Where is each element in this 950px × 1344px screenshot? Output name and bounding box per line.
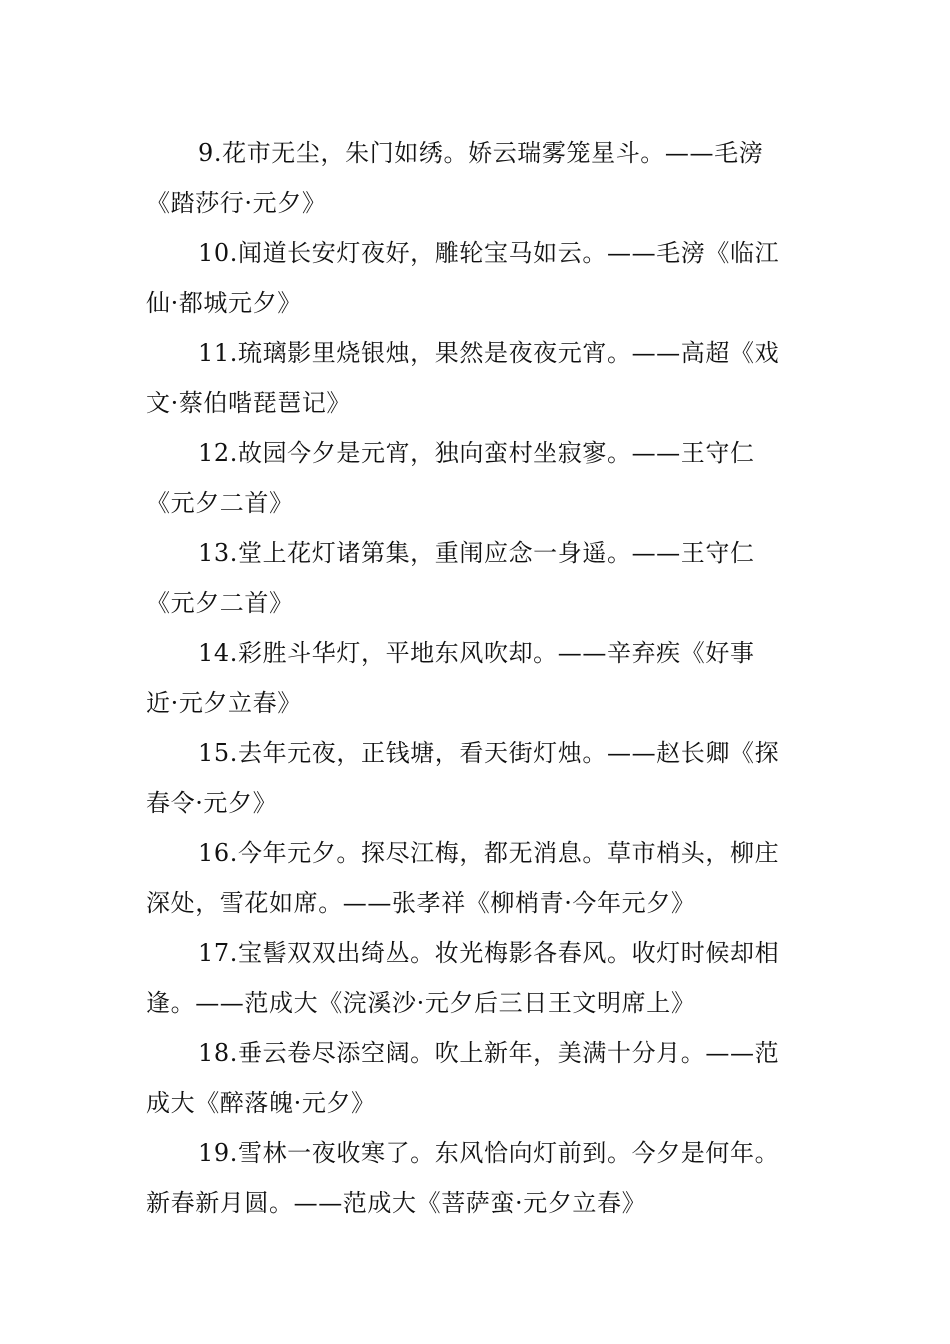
entry-line-1: 14.彩胜斗华灯，平地东风吹却。——辛弃疾《好事 bbox=[198, 639, 755, 667]
entry-line-1: 17.宝髻双双出绮丛。妆光梅影各春风。收灯时候却相 bbox=[198, 939, 780, 967]
entry-line-2: 逢。——范成大《浣溪沙·元夕后三日王文明席上》 bbox=[146, 989, 696, 1017]
entry-line-1: 11.琉璃影里烧银烛，果然是夜夜元宵。——高超《戏 bbox=[198, 339, 780, 367]
entry-line-1: 10.闻道长安灯夜好，雕轮宝马如云。——毛滂《临江 bbox=[198, 239, 780, 267]
entry-line-2: 仙·都城元夕》 bbox=[146, 289, 302, 317]
list-item bbox=[146, 328, 810, 428]
list-item bbox=[146, 628, 810, 728]
entry-line-2: 文·蔡伯喈琵琶记》 bbox=[146, 389, 352, 417]
entry-line-1: 16.今年元夕。探尽江梅，都无消息。草市梢头，柳庄 bbox=[198, 839, 780, 867]
entry-line-1: 13.堂上花灯诸第集，重闱应念一身遥。——王守仁 bbox=[198, 539, 755, 567]
list-item bbox=[146, 528, 810, 628]
list-item bbox=[146, 428, 810, 528]
entry-line-2: 《元夕二首》 bbox=[146, 589, 294, 617]
entry-line-1: 18.垂云卷尽添空阔。吹上新年，美满十分月。——范 bbox=[198, 1039, 780, 1067]
list-item bbox=[146, 1128, 810, 1228]
poem-list bbox=[146, 128, 810, 1228]
list-item bbox=[146, 828, 810, 928]
entry-line-1: 9.花市无尘，朱门如绣。娇云瑞雾笼星斗。——毛滂 bbox=[198, 139, 764, 167]
list-item bbox=[146, 228, 810, 328]
entry-line-2: 春令·元夕》 bbox=[146, 789, 278, 817]
entry-line-2: 成大《醉落魄·元夕》 bbox=[146, 1089, 376, 1117]
entry-line-2: 深处，雪花如席。——张孝祥《柳梢青·今年元夕》 bbox=[146, 889, 696, 917]
list-item bbox=[146, 1028, 810, 1128]
entry-line-1: 19.雪林一夜收寒了。东风恰向灯前到。今夕是何年。 bbox=[198, 1139, 780, 1167]
entry-line-1: 12.故园今夕是元宵，独向蛮村坐寂寥。——王守仁 bbox=[198, 439, 755, 467]
entry-line-1: 15.去年元夜，正钱塘，看天街灯烛。——赵长卿《探 bbox=[198, 739, 780, 767]
list-item bbox=[146, 128, 810, 228]
entry-line-2: 《踏莎行·元夕》 bbox=[146, 189, 327, 217]
entry-line-2: 近·元夕立春》 bbox=[146, 689, 302, 717]
list-item bbox=[146, 728, 810, 828]
entry-line-2: 《元夕二首》 bbox=[146, 489, 294, 517]
list-item bbox=[146, 928, 810, 1028]
entry-line-2: 新春新月圆。——范成大《菩萨蛮·元夕立春》 bbox=[146, 1189, 647, 1217]
